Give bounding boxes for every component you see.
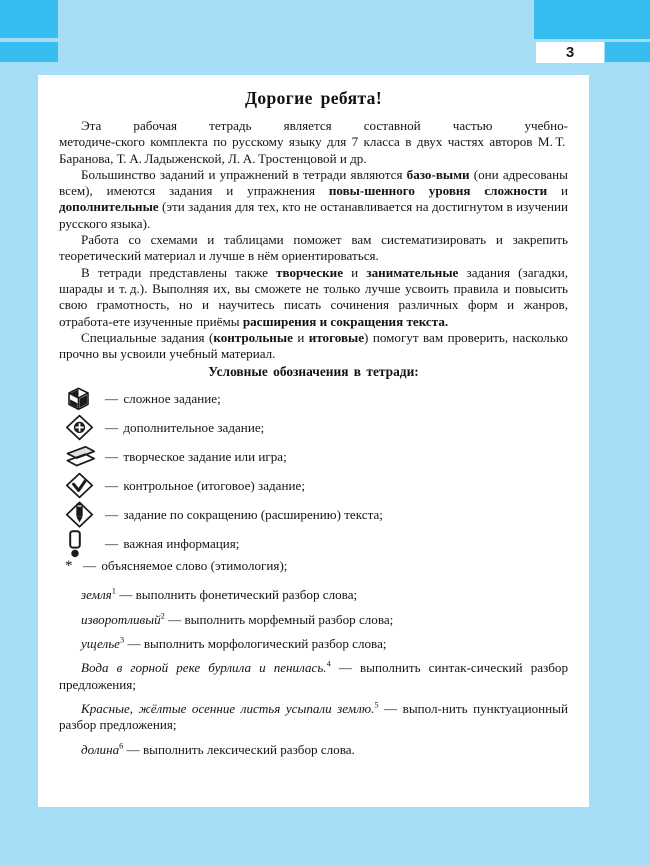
analysis-superscript: 4 bbox=[326, 659, 331, 669]
intro-paragraph-1: Эта рабочая тетрадь является составной частью учебно-методиче‑ского комплекта по русскому языку для 7 класса в двух частях авторов М. Т. Баранова, Т. А. Ладыженской, Л. А. Тростенцовой и др. bbox=[59, 118, 568, 166]
analysis-dash: — bbox=[384, 700, 398, 716]
legend-item-label bbox=[105, 420, 264, 435]
analysis-superscript: 6 bbox=[119, 741, 124, 751]
analysis-description: выполнить морфологический разбор слова; bbox=[143, 636, 387, 652]
legend-item-label bbox=[105, 391, 221, 406]
page-title: Дорогие ребята! bbox=[244, 88, 383, 108]
folded-sheets-icon bbox=[65, 443, 105, 471]
decor-block-left-bottom bbox=[0, 42, 58, 62]
analysis-item-phonetic bbox=[59, 587, 568, 603]
legend-item-label bbox=[105, 478, 305, 493]
legend-dash: — bbox=[105, 536, 119, 552]
analysis-term: долина bbox=[81, 741, 120, 757]
legend-text-value: важная информация; bbox=[123, 536, 240, 552]
decor-block-right-top bbox=[534, 0, 650, 39]
legend-text-value: сложное задание; bbox=[123, 391, 221, 407]
asterisk-note bbox=[59, 558, 568, 584]
diamond-plus-icon bbox=[65, 414, 105, 442]
analysis-superscript: 5 bbox=[374, 700, 379, 710]
asterisk-note-value: объясняемое слово (этимология); bbox=[101, 558, 288, 574]
legend-item-label bbox=[105, 507, 383, 522]
legend-item-control-task bbox=[59, 471, 568, 500]
legend-item-additional-task bbox=[59, 413, 568, 442]
analysis-description: выполнить лексический разбор слова. bbox=[143, 741, 355, 757]
analysis-term: земля bbox=[81, 587, 112, 603]
page-number-chip bbox=[536, 42, 604, 63]
exclamation-icon bbox=[65, 530, 105, 558]
analysis-description: выполнить фонетический разбор слова; bbox=[135, 587, 358, 603]
intro-paragraph-3: Работа со схемами и таблицами поможет вам систематизировать и закрепить теоретический материал и лучше в нём ориентироваться. bbox=[59, 232, 568, 264]
diamond-check-icon bbox=[65, 472, 105, 500]
legend-dash: — bbox=[105, 449, 119, 465]
analysis-item-morphological bbox=[59, 636, 568, 652]
page-content-area bbox=[38, 75, 589, 807]
cube-icon bbox=[65, 385, 105, 413]
asterisk-dash: — bbox=[83, 558, 97, 574]
legend-text-value: задание по сокращению (расширению) текста; bbox=[123, 507, 383, 523]
analysis-item-morphemic bbox=[59, 612, 568, 628]
intro-paragraph-4: В тетради представлены также творческие и занимательные задания (загадки, шарады и т. д.). Выполняя их, вы сможете не только лучше усвоить правила и повысить свою грамотность, но и научитесь писать сочинения различных форм и жанров, отработа‑ете изученные приёмы расширения и сокращения текста. bbox=[59, 264, 568, 329]
legend-item-creative-task bbox=[59, 442, 568, 471]
analysis-description: выполнить морфемный разбор слова; bbox=[184, 611, 394, 627]
analysis-superscript: 1 bbox=[111, 587, 116, 597]
analysis-item-lexical bbox=[59, 742, 568, 758]
legend-text-value: дополнительное задание; bbox=[123, 420, 265, 436]
legend-dash: — bbox=[105, 420, 119, 436]
analysis-dash: — bbox=[168, 611, 182, 627]
legend-dash: — bbox=[105, 391, 119, 407]
intro-paragraph-5: Специальные задания (контрольные и итоговые) помогут вам проверить, насколько прочно вы усвоили учебный материал. bbox=[59, 329, 568, 362]
legend-item-text-task bbox=[59, 500, 568, 529]
analysis-term: изворотливый bbox=[81, 611, 161, 627]
legend-text-value: контрольное (итоговое) задание; bbox=[123, 478, 305, 494]
analysis-dash: — bbox=[338, 660, 352, 676]
page-number: 3 bbox=[565, 44, 575, 61]
decor-block-left-top bbox=[0, 0, 58, 38]
analysis-term: Красные, жёлтые осенние листья усыпали землю. bbox=[81, 700, 375, 716]
legend-item-label bbox=[105, 536, 239, 551]
intro-paragraph-2: Большинство заданий и упражнений в тетради являются базо‑выми (они адресованы всем), имеются задания и упражнения повы‑шенного уровня сложности и дополнительные (эти задания для тех, кто не останавливается на достигнутом в изучении русского языка). bbox=[59, 166, 568, 231]
legend-item-label bbox=[105, 449, 287, 464]
legend-heading: Условные обозначения в тетради: bbox=[208, 364, 419, 380]
analysis-dash: — bbox=[127, 636, 141, 652]
analysis-dash: — bbox=[126, 741, 140, 757]
analysis-description: выполнить синтак‑сический разбор предложения; bbox=[59, 660, 568, 692]
decor-block-right-bar bbox=[605, 42, 650, 62]
asterisk-note-label bbox=[83, 558, 287, 573]
diamond-pencil-icon bbox=[65, 501, 105, 529]
legend-dash: — bbox=[105, 478, 119, 494]
asterisk-icon: * bbox=[65, 558, 73, 575]
analysis-item-syntactic bbox=[59, 660, 568, 693]
analysis-superscript: 3 bbox=[120, 635, 125, 645]
legend-dash: — bbox=[105, 507, 119, 523]
analysis-superscript: 2 bbox=[160, 611, 165, 621]
analysis-description: выпол‑нить пунктуационный разбор предложения; bbox=[59, 700, 568, 733]
analysis-term: Вода в горной реке бурлила и пенилась. bbox=[81, 660, 327, 676]
analysis-term: ущелье bbox=[81, 636, 120, 652]
analysis-item-punctuation bbox=[59, 701, 568, 734]
legend-list bbox=[59, 384, 568, 558]
analysis-dash: — bbox=[119, 587, 133, 603]
legend-item-complex-task bbox=[59, 384, 568, 413]
analysis-notation-list bbox=[59, 587, 568, 757]
legend-item-important-info bbox=[59, 529, 568, 558]
legend-text-value: творческое задание или игра; bbox=[123, 449, 287, 465]
